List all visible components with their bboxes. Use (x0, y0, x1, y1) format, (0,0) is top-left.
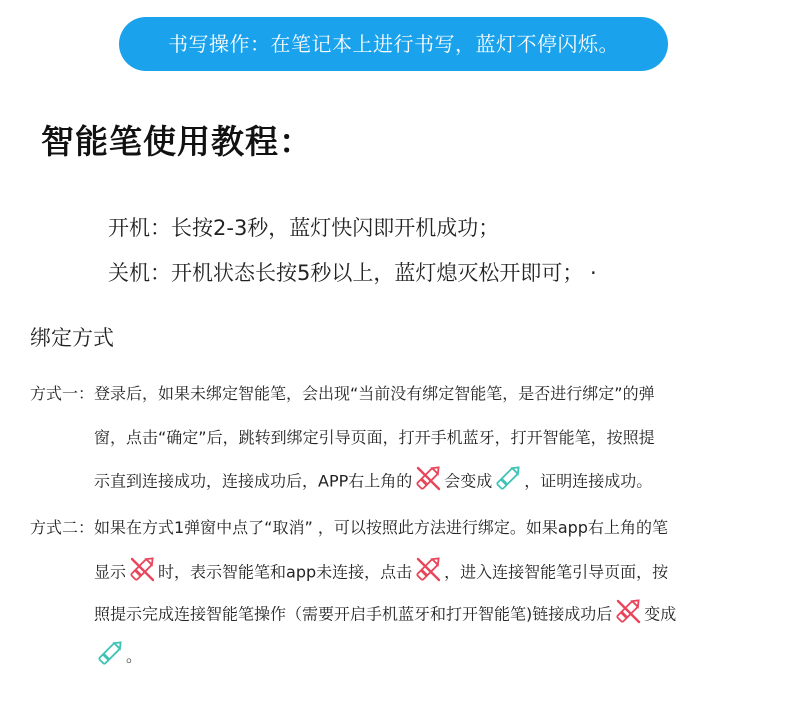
method2-line3 (94, 598, 676, 632)
method2-line2-text-a: 显示 (94, 562, 127, 582)
method1-line3-text-c: ，证明连接成功。 (524, 471, 653, 491)
method1-line3-text-a: 示直到连接成功，连接成功后，APP右上角的 (94, 471, 413, 491)
banner: 书写操作：在笔记本上进行书写，蓝灯不停闪烁。 (119, 17, 668, 71)
page-title: 智能笔使用教程： (41, 122, 313, 161)
method2-line4 (94, 640, 142, 674)
pen-connected-icon (492, 463, 524, 497)
method1-line3-text-b: 会变成 (444, 471, 493, 491)
method2-line3-text-b: 变成 (644, 604, 677, 624)
method1-line1: 方式一：登录后，如果未绑定智能笔，会出现“当前没有绑定智能笔，是否进行绑定”的弹 (30, 384, 655, 403)
method2-line1: 方式二：如果在方式1弹窗中点了“取消” ，可以按照此方法进行绑定。如果app右上角的笔 (30, 518, 668, 537)
method2-line3-text-a: 照提示完成连接智能笔操作（需要开启手机蓝牙和打开智能笔)链接成功后 (94, 604, 613, 624)
pen-disconnected-icon (126, 554, 158, 588)
method2-line2 (94, 556, 668, 590)
power-on-text: 开机：长按2-3秒，蓝灯快闪即开机成功； (108, 216, 500, 240)
section-heading: 绑定方式 (30, 326, 114, 350)
pen-connected-icon (94, 638, 126, 672)
power-off-text: 关机：开机状态长按5秒以上，蓝灯熄灭松开即可； · (108, 261, 597, 285)
pen-disconnected-icon (412, 554, 444, 588)
pen-disconnected-icon (412, 463, 444, 497)
method1-line3 (94, 465, 652, 499)
pen-disconnected-icon (612, 596, 644, 630)
method2-line4-text: 。 (126, 646, 143, 666)
method2-line2-text-b: 时，表示智能笔和app未连接，点击 (158, 562, 413, 582)
method2-line2-text-c: ，进入连接智能笔引导页面，按 (444, 562, 669, 582)
method1-line2: 窗，点击“确定”后，跳转到绑定引导页面，打开手机蓝牙，打开智能笔，按照提 (94, 428, 655, 447)
